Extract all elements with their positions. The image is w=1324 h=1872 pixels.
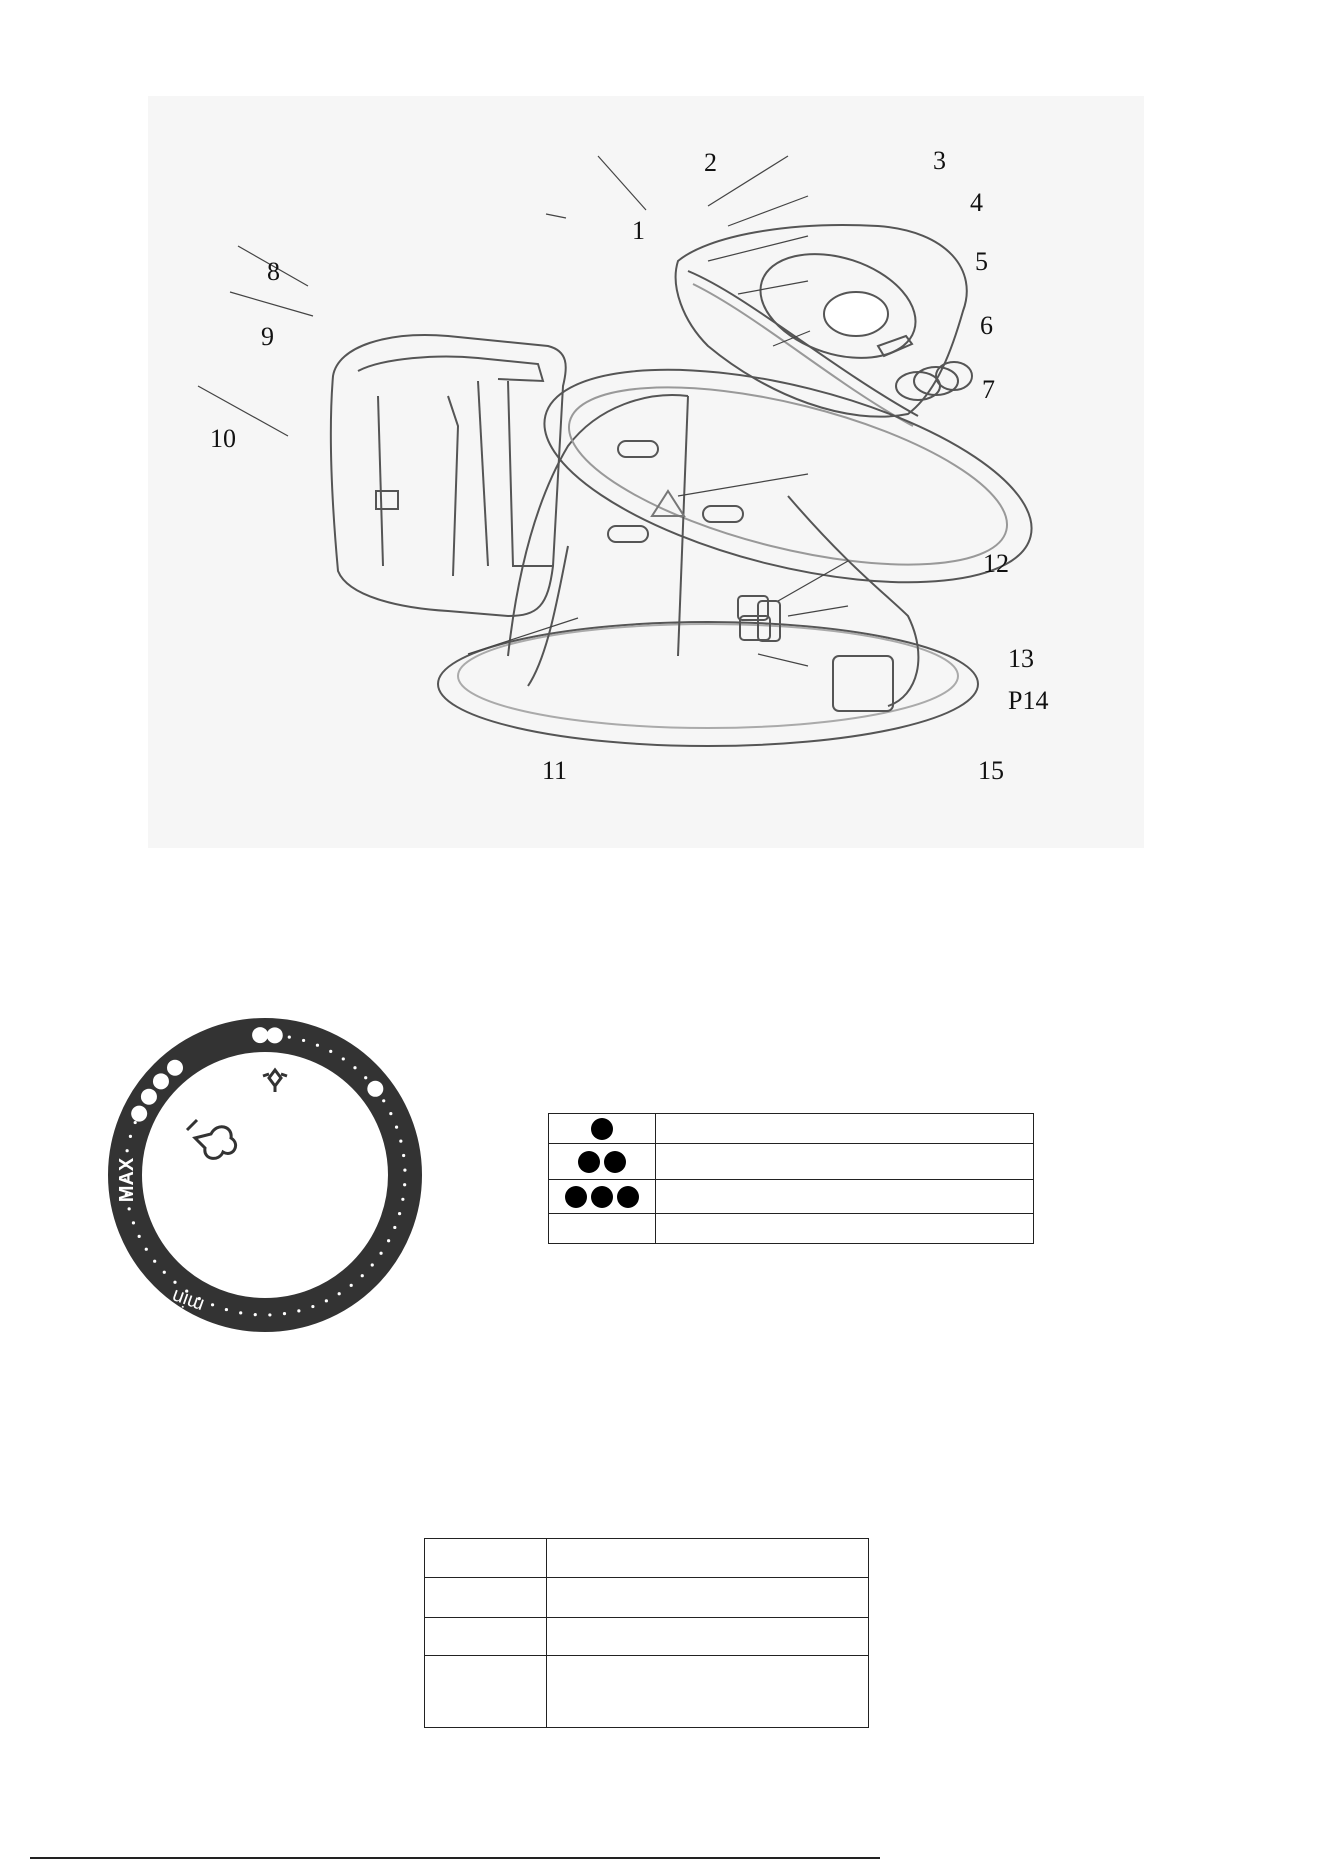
dial-setting-marker	[167, 1060, 183, 1076]
dot-cell	[549, 1144, 656, 1180]
dial-tick	[401, 1198, 404, 1201]
table-cell	[547, 1539, 869, 1578]
callout-8: 8	[267, 257, 280, 286]
dial-tick	[338, 1292, 341, 1295]
dial-setting-marker	[153, 1073, 169, 1089]
dial-tick	[387, 1239, 390, 1242]
exploded-diagram	[148, 96, 1144, 848]
steam-jet-icon	[263, 1070, 287, 1092]
dial-tick	[126, 1149, 129, 1152]
callout-13: 13	[1008, 644, 1034, 673]
table-row	[425, 1539, 869, 1578]
dial-tick	[302, 1039, 305, 1042]
table-row	[425, 1656, 869, 1728]
table-row	[425, 1578, 869, 1618]
base-station-drawing	[438, 328, 1052, 746]
dial-tick	[134, 1121, 137, 1124]
dial-tick	[129, 1135, 132, 1138]
dial-tick	[254, 1313, 257, 1316]
dial-tick	[283, 1312, 286, 1315]
dial-tick	[398, 1212, 401, 1215]
callout-P14: P14	[1008, 686, 1049, 715]
dial-tick	[225, 1308, 228, 1311]
table-cell	[547, 1656, 869, 1728]
dial-tick	[316, 1044, 319, 1047]
dial-tick	[288, 1036, 291, 1039]
table-cell	[425, 1578, 547, 1618]
heat-setting-table	[548, 1113, 1034, 1244]
dial-tick	[342, 1057, 345, 1060]
callout-2: 2	[704, 148, 717, 177]
dial-setting-marker	[131, 1106, 147, 1122]
dial-min-label: min	[169, 1284, 207, 1317]
heat-dot-icon	[604, 1151, 626, 1173]
dot-cell	[549, 1114, 656, 1144]
dial-tick	[311, 1305, 314, 1308]
dial-tick	[403, 1183, 406, 1186]
heat-dot-icon	[591, 1186, 613, 1208]
footer-rule	[30, 1857, 880, 1859]
callout-4: 4	[970, 188, 983, 217]
table-row	[549, 1180, 1034, 1214]
dial-tick	[325, 1299, 328, 1302]
table-cell	[425, 1539, 547, 1578]
product-drawing	[148, 96, 1144, 848]
heat-dot-icon	[578, 1151, 600, 1173]
heat-dot-icon	[591, 1118, 613, 1140]
dial-tick	[403, 1169, 406, 1172]
dial-tick	[128, 1207, 131, 1210]
dial-tick	[393, 1226, 396, 1229]
description-cell	[656, 1114, 1034, 1144]
callout-10: 10	[210, 424, 236, 453]
dial-tick	[163, 1271, 166, 1274]
iron-drawing	[676, 225, 972, 426]
callout-7: 7	[982, 375, 995, 404]
table-cell	[547, 1618, 869, 1656]
dial-tick	[402, 1154, 405, 1157]
description-cell	[656, 1180, 1034, 1214]
dial-tick	[389, 1112, 392, 1115]
callout-5: 5	[975, 247, 988, 276]
description-cell	[656, 1144, 1034, 1180]
temperature-dial	[105, 1010, 425, 1340]
lower-table	[424, 1538, 869, 1728]
callout-1: 1	[632, 216, 645, 245]
dial-tick	[138, 1235, 141, 1238]
dial-tick	[364, 1076, 367, 1079]
steam-burst-icon	[187, 1120, 236, 1158]
callout-11: 11	[542, 756, 568, 785]
dial-tick	[350, 1284, 353, 1287]
dial-tick	[379, 1252, 382, 1255]
dot-cell	[549, 1214, 656, 1244]
dial-setting-marker	[141, 1089, 157, 1105]
dial-tick	[361, 1274, 364, 1277]
callout-9: 9	[261, 322, 274, 351]
table-cell	[425, 1656, 547, 1728]
dial-setting-marker	[252, 1027, 268, 1043]
table-cell	[425, 1618, 547, 1656]
dial-tick	[329, 1050, 332, 1053]
callout-15: 15	[978, 756, 1004, 785]
dot-cell	[549, 1180, 656, 1214]
dial-tick	[268, 1313, 271, 1316]
dial-tick	[132, 1221, 135, 1224]
dial-tick	[353, 1066, 356, 1069]
dial-setting-marker	[367, 1081, 383, 1097]
table-row	[549, 1144, 1034, 1180]
callout-6: 6	[980, 311, 993, 340]
dial-tick	[371, 1263, 374, 1266]
dial-setting-marker	[267, 1027, 283, 1043]
dial-max-label: MAX	[116, 1157, 138, 1203]
table-row	[425, 1618, 869, 1656]
dial-tick	[297, 1309, 300, 1312]
dial-tick	[145, 1248, 148, 1251]
table-row	[549, 1114, 1034, 1144]
dial-tick	[382, 1099, 385, 1102]
dial-tick	[239, 1311, 242, 1314]
dial-tick	[395, 1126, 398, 1129]
description-cell	[656, 1214, 1034, 1244]
table-row	[549, 1214, 1034, 1244]
dial-tick	[399, 1140, 402, 1143]
callout-12: 12	[983, 549, 1009, 578]
dial-tick	[173, 1281, 176, 1284]
dial-tick	[153, 1260, 156, 1263]
dial-tick	[211, 1303, 214, 1306]
callout-3: 3	[933, 146, 946, 175]
heat-dot-icon	[617, 1186, 639, 1208]
heat-dot-icon	[565, 1186, 587, 1208]
water-tank-drawing	[331, 335, 566, 616]
table-cell	[547, 1578, 869, 1618]
